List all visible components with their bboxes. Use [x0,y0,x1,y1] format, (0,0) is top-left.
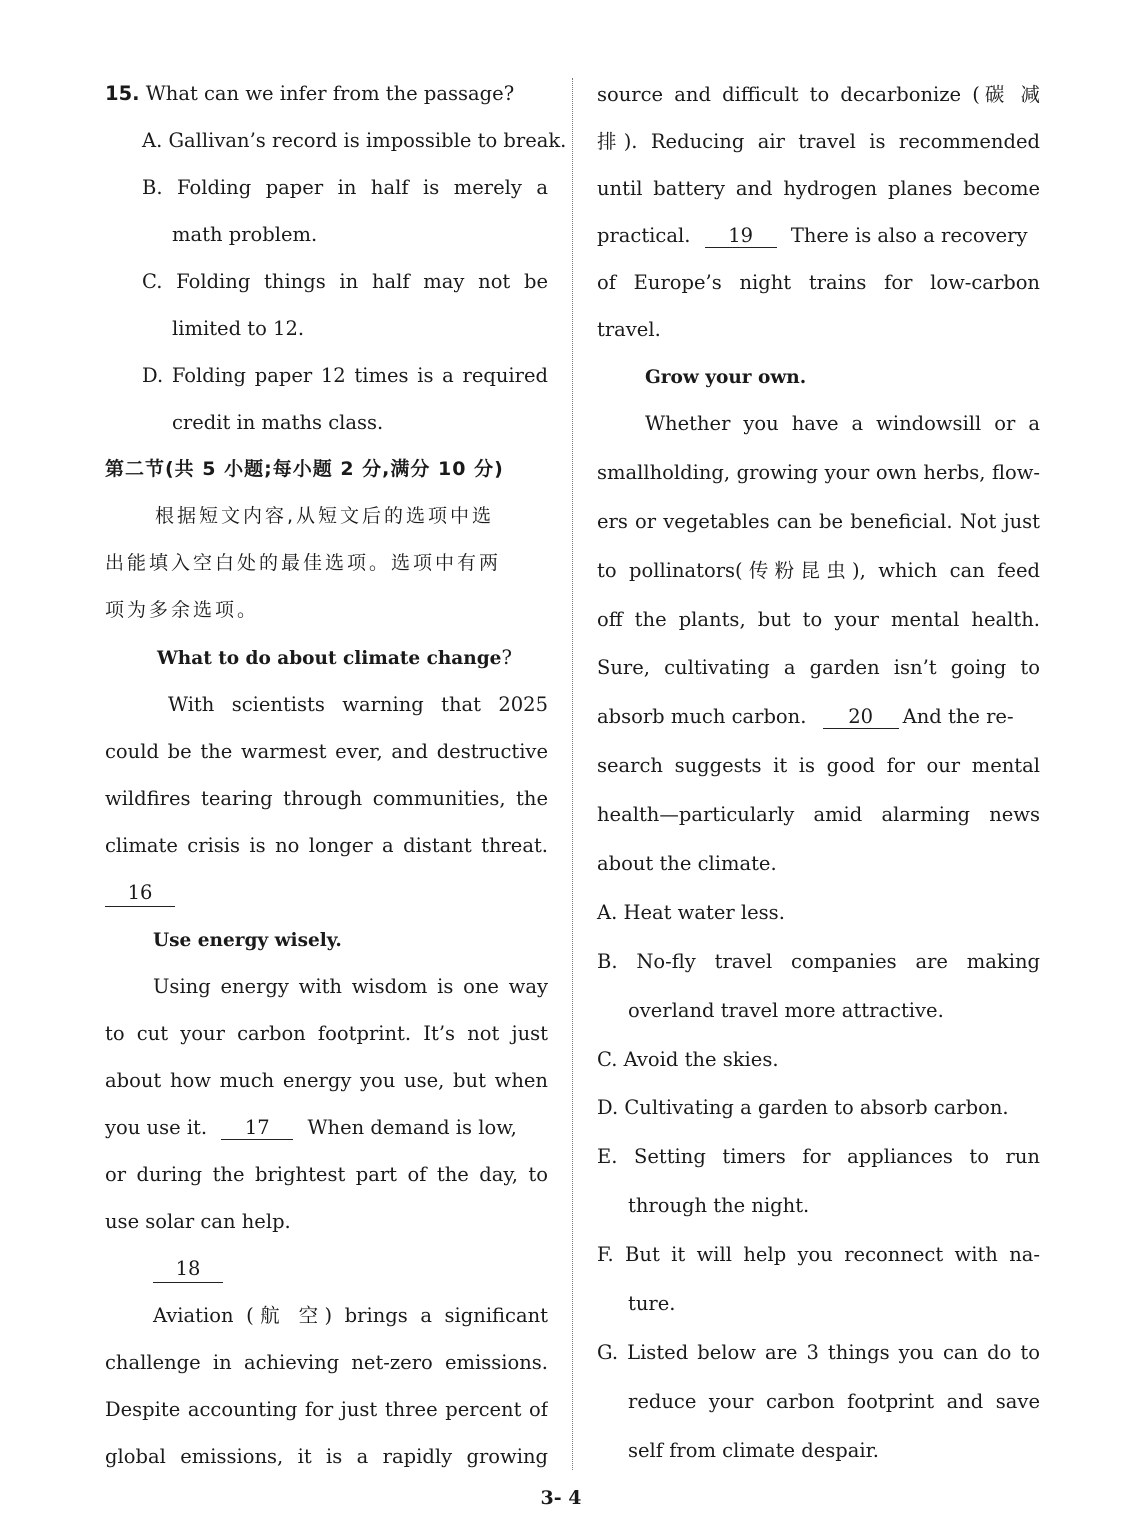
subheading-grow-own [597,353,1040,400]
paragraph-2-line-3: about how much energy you use, but when [105,1069,548,1092]
paragraph-4-line-4: to pollinators(传粉昆虫), which can feed [597,558,1040,582]
text-after-blank-20: And the re- [902,705,1014,729]
passage-title-mark: ? [501,646,512,669]
paragraph-3-line-3: Despite accounting for just three percent of [105,1398,548,1421]
blank-17[interactable]: 17 [221,1117,293,1140]
passage-title-text: What to do about climate change [157,648,502,669]
option-a: A. Gallivan’s record is impossible to break. [142,129,567,152]
paragraph-2-line-5: or during the brightest part of the day, to [105,1163,548,1186]
text-before-blank-20: absorb much carbon. [597,705,807,729]
paragraph-4-line-3: ers or vegetables can be beneficial. Not just [597,509,1040,533]
option-g: G. Listed below are 3 things you can do to [597,1340,1040,1364]
paragraph-3-cont-line-5: of Europe’s night trains for low-carbon [597,271,1040,294]
option-c-cont: limited to 12. [172,317,305,340]
paragraph-4-line-8: search suggests it is good for our mental [597,754,1040,778]
option-e-cont: through the night. [628,1194,810,1218]
option-c: C. Avoid the skies. [597,1047,779,1071]
question-text: What can we infer from the passage? [145,82,515,105]
text-before-blank-19: practical. [597,224,691,247]
blank-19[interactable]: 19 [705,225,777,248]
instruction-line-1: 根据短文内容,从短文后的选项中选 [155,505,495,527]
paragraph-4-line-1: Whether you have a windowsill or a [645,412,1040,435]
paragraph-1-line-3: wildfires tearing through communities, the [105,787,548,810]
column-divider [572,78,573,1470]
option-b: B. No-fly travel companies are making [597,949,1040,973]
paragraph-2-line-2: to cut your carbon footprint. It’s not just [105,1022,548,1045]
right-column [597,71,1040,1476]
paragraph-3-line-1: Aviation (航 空) brings a significant [153,1304,548,1327]
subheading-text: Grow your own. [645,367,807,388]
paragraph-3-cont-line-1: source and difficult to decarbonize (碳 减 [597,83,1040,106]
paragraph-3-line-4: global emissions, it is a rapidly growing [105,1445,548,1468]
option-d: D. Folding paper 12 times is a required [142,364,548,387]
question-number: 15. [105,82,140,105]
paragraph-1-line-2: could be the warmest ever, and destructive [105,740,548,763]
option-g-cont: reduce your carbon footprint and save [628,1389,1040,1413]
paragraph-3-cont-line-6: travel. [597,318,661,341]
text-after-blank-17: When demand is low, [307,1116,517,1139]
instruction-line-2: 出能填入空白处的最佳选项。选项中有两 [105,552,502,574]
paragraph-4-line-9: health—particularly amid alarming news [597,803,1040,827]
option-a: A. Heat water less. [597,900,785,924]
page-number: 3- 4 [540,1487,582,1509]
option-c: C. Folding things in half may not be [142,270,548,293]
paragraph-2-line-4 [105,1104,548,1151]
text-after-blank-19: There is also a recovery [790,224,1028,247]
paragraph-4-line-7 [597,693,1040,742]
option-b: B. Folding paper in half is merely a [142,176,548,199]
option-b-cont: math problem. [172,223,318,246]
paragraph-3-cont-line-3: until battery and hydrogen planes become [597,177,1040,200]
blank-16-line [105,869,548,916]
paragraph-4-line-6: Sure, cultivating a garden isn’t going to [597,656,1040,680]
subheading-use-energy [105,916,548,963]
paragraph-2-line-1: Using energy with wisdom is one way [153,975,548,998]
option-f-cont: ture. [628,1292,676,1316]
option-b-cont: overland travel more attractive. [628,998,944,1022]
option-d-cont: credit in maths class. [172,411,384,434]
paragraph-1-line-4: climate crisis is no longer a distant threat. [105,834,548,857]
paragraph-3-cont-line-2: 排). Reducing air travel is recommended [597,130,1040,153]
blank-18-line [105,1245,548,1292]
left-column [105,70,567,1480]
paragraph-4-line-2: smallholding, growing your own herbs, flow- [597,460,1040,484]
text-before-blank-17: you use it. [105,1116,208,1139]
paragraph-3-line-2: challenge in achieving net-zero emissions. [105,1351,548,1374]
passage-title [105,634,548,681]
question-15-stem [105,70,548,117]
option-d: D. Cultivating a garden to absorb carbon. [597,1096,1009,1120]
paragraph-1-line-1: With scientists warning that 2025 [168,693,548,716]
option-g-cont-2: self from climate despair. [628,1438,880,1462]
blank-18[interactable]: 18 [153,1256,223,1283]
section-heading: 第二节(共 5 小题;每小题 2 分,满分 10 分) [105,458,504,480]
blank-16[interactable]: 16 [105,880,175,907]
paragraph-4-line-10: about the climate. [597,852,777,876]
paragraph-4-line-5: off the plants, but to your mental health. [597,607,1040,631]
blank-20[interactable]: 20 [823,706,899,729]
instruction-line-3: 项为多余选项。 [105,599,260,621]
subheading-text: Use energy wisely. [153,930,342,951]
paragraph-2-line-6: use solar can help. [105,1210,291,1233]
option-e: E. Setting timers for appliances to run [597,1145,1040,1169]
paragraph-3-cont-line-4 [597,212,1040,259]
option-f: F. But it will help you reconnect with na- [597,1243,1040,1267]
